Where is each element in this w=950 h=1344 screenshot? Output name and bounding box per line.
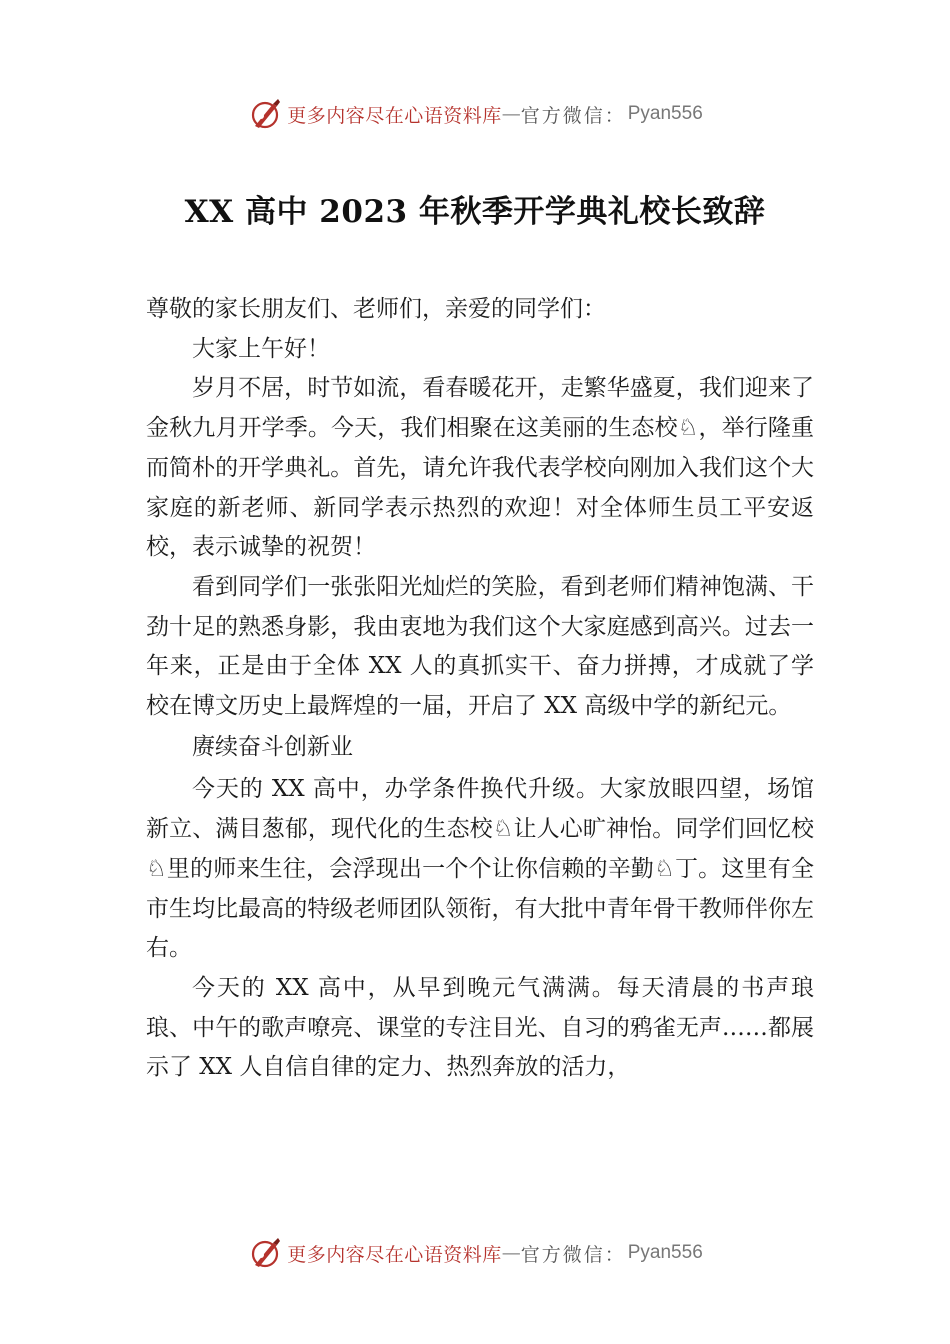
banner-brand: 更多内容尽在心语资料库 [287, 104, 502, 127]
section-heading: 赓续奋斗创新业 [192, 733, 353, 760]
salutation: 尊敬的家长朋友们、老师们，亲爱的同学们： [146, 296, 606, 322]
body-paragraph: 岁月不居，时节如流，看春暖花开，走繁华盛夏，我们迎来了金秋九月开学季。今天，我们相聚在这美丽的生态校♘，举行隆重而简朴的开学典礼。首先，请允许我代表学校向刚加入我们这个大家庭的新老师、新同学表示热烈的欢迎！对全体师生员工平安返校，表示诚挚的祝贺！ [146, 375, 814, 561]
banner-wechat-label: 官方微信： [520, 104, 626, 127]
body-paragraph: 今天的 XX 高中，从早到晚元气满满。每天清晨的书声琅琅、中午的歌声嘹亮、课堂的专注目光、自习的鸦雀无声……都展示了 XX 人自信自律的定力、热烈奔放的活力， [146, 974, 814, 1081]
banner-separator: — [501, 1242, 521, 1264]
body-paragraph: 看到同学们一张张阳光灿烂的笑脸，看到老师们精神饱满、干劲十足的熟悉身影，我由衷地为我们这个大家庭感到高兴。过去一年来，正是由于全体 XX 人的真抓实干、奋力拼搏，才成就了学校在博文历史上最辉煌的一届，开启了 XX 高级中学的新纪元。 [146, 573, 814, 720]
greeting: 大家上午好！ [192, 335, 330, 362]
banner-wechat-id: Pyan556 [627, 1242, 703, 1263]
banner-separator: — [501, 103, 521, 125]
body-paragraph: 今天的 XX 高中，办学条件换代升级。大家放眼四望，场馆新立、满目葱郁，现代化的生态校♘让人心旷神怡。同学们回忆校♘里的师来生往，会浮现出一个个让你信赖的辛勤♘丁。这里有全市生均比最高的特级老师团队领衔，有大批中青年骨干教师伴你左右。 [146, 776, 814, 962]
banner-brand: 更多内容尽在心语资料库 [287, 1243, 502, 1266]
pen-logo-icon [247, 96, 283, 132]
document-title: XX 高中 2023 年秋季开学典礼校长致辞 [184, 194, 766, 230]
banner-wechat-id: Pyan556 [627, 103, 703, 124]
document-body [146, 290, 814, 1088]
footer-banner [0, 1231, 950, 1275]
banner-wechat-label: 官方微信： [520, 1243, 626, 1266]
header-banner [0, 92, 950, 136]
pen-logo-icon [247, 1235, 283, 1271]
